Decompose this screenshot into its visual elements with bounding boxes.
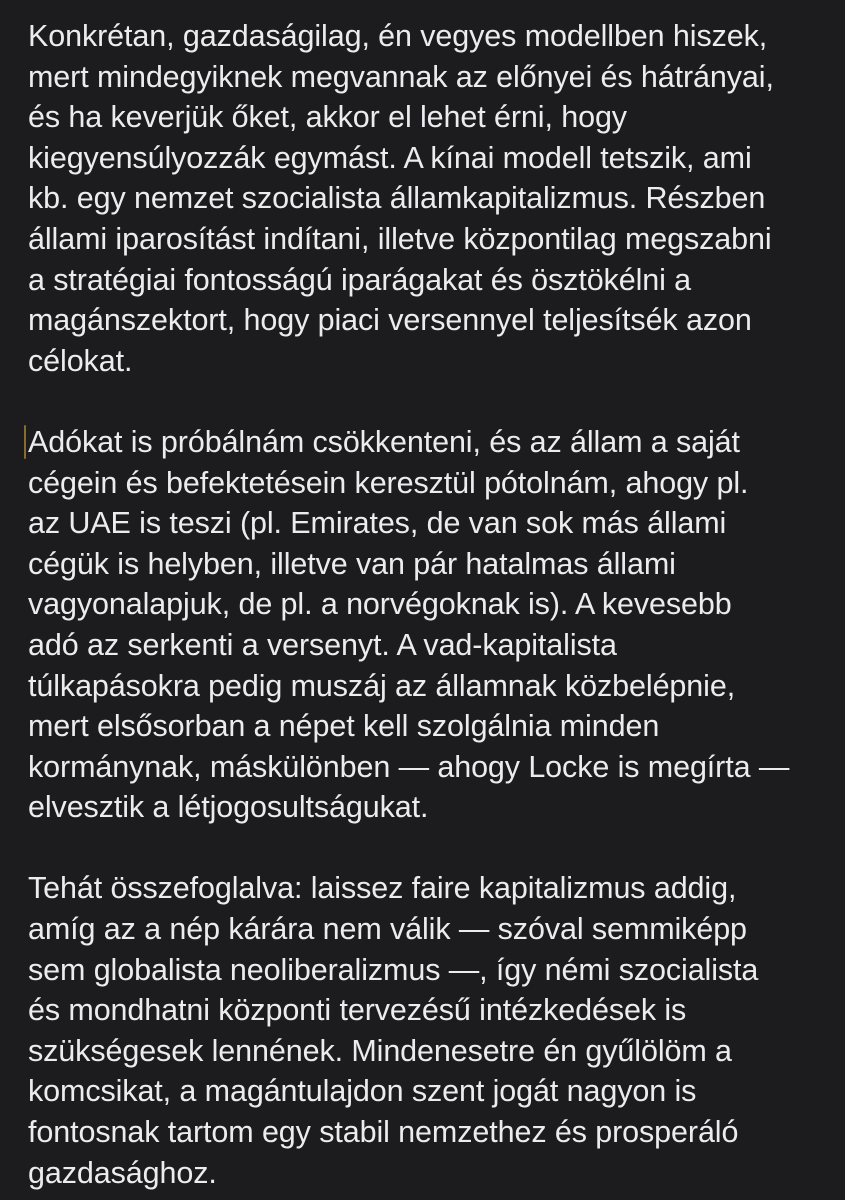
text-line: az UAE is teszi (pl. Emirates, de van sok más állami [28,506,727,541]
text-line: Konkrétan, gazdaságilag, én vegyes modellben hiszek, [28,19,768,53]
text-line: állami iparosítást indítani, illetve központilag megszabni [28,221,772,256]
text-line: adó az serkenti a versenyt. A vad-kapitalista [28,627,617,662]
text-line: magánszektort, hogy piaci versennyel teljesítsék azon [28,303,752,338]
text-line: Adókat is próbálnám csökkenteni, és az állam a saját [28,424,740,459]
text-line: sem globalista neoliberalizmus —, így némi szocialista [28,952,759,987]
paragraph-2 [28,422,840,828]
text-line: vagyonalapjuk, de pl. a norvégoknak is). A kevesebb [28,587,732,622]
text-line: és mondhatni központi tervezésű intézkedések is [28,993,687,1028]
text-line: szükségesek lennének. Mindenesetre én gyűlölöm a [28,1033,732,1068]
text-line: amíg az a nép kárára nem válik — szóval semmiképp [28,912,747,947]
note-body[interactable] [28,16,840,1193]
text-line: mert elsősorban a népet kell szolgálnia minden [28,709,660,744]
text-line: komcsikat, a magántulajdon szent jogát nagyon is [28,1074,697,1109]
paragraph-1 [28,16,840,381]
text-line: túlkapásokra pedig muszáj az államnak közbelépnie, [28,668,736,703]
text-line: a stratégiai fontosságú iparágakat és ösztökélni a [28,262,692,297]
text-line: fontosnak tartom egy stabil nemzethez és prosperáló [28,1115,739,1150]
text-line: cégük is helyben, illetve van pár hatalmas állami [28,546,676,581]
text-line: Tehát összefoglalva: laissez faire kapitalizmus addig, [28,871,737,906]
text-line: kb. egy nemzet szocialista államkapitalizmus. Részben [28,181,766,216]
text-line: kormánynak, máskülönben — ahogy Locke is megírta — [28,749,790,784]
paragraph-3 [28,868,840,1193]
text-line: és ha keverjük őket, akkor el lehet érni, hogy [28,100,627,135]
text-line: kiegyensúlyozzák egymást. A kínai modell tetszik, ami [28,140,752,175]
text-line: elvesztik a létjogosultságukat. [28,790,429,825]
text-line: cégein és befektetésein keresztül pótolnám, ahogy pl. [28,465,749,500]
text-cursor [24,425,26,459]
text-line: mert mindegyiknek megvannak az előnyei és hátrányai, [28,59,774,94]
text-line: gazdasághoz. [28,1155,217,1190]
text-line: célokat. [28,343,133,378]
